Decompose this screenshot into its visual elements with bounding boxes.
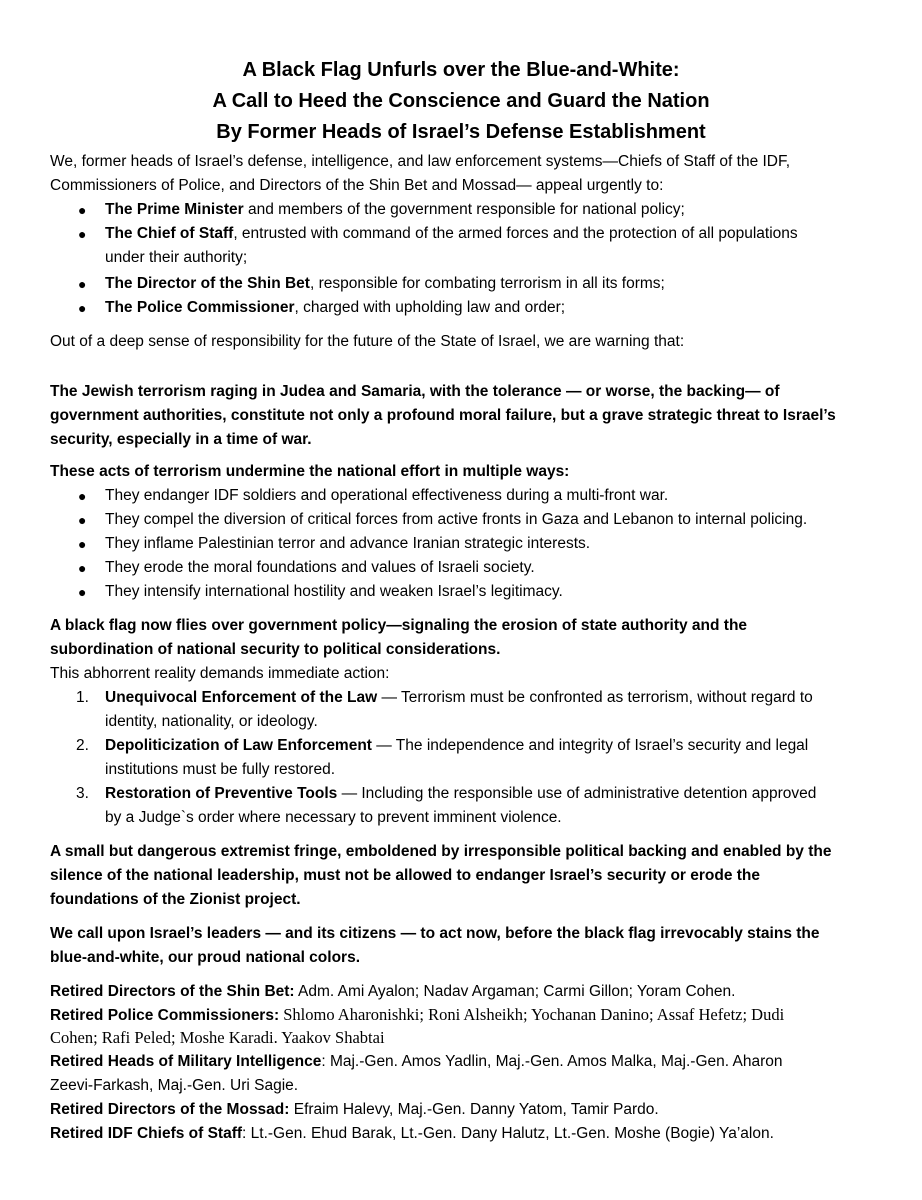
demand-text: — The independence and integrity of Israel’s security and legal bbox=[371, 737, 809, 754]
bullet-icon: ● bbox=[78, 202, 87, 218]
addressee-title: The Director of the Shin Bet bbox=[105, 275, 310, 292]
demands-intro: This abhorrent reality demands immediate action: bbox=[50, 665, 390, 682]
black-flag-line-2: subordination of national security to political considerations. bbox=[50, 641, 501, 658]
fringe-line-1: A small but dangerous extremist fringe, emboldened by irresponsible political backing and enabled by the bbox=[50, 843, 832, 860]
demand-title: Restoration of Preventive Tools bbox=[105, 785, 338, 802]
demand-title: Unequivocal Enforcement of the Law bbox=[105, 689, 378, 706]
signatory-names-continued: Cohen; Rafi Peled; Moshe Karadi. Yaakov Shabtai bbox=[50, 1028, 385, 1047]
addressee-text: , responsible for combating terrorism in all its forms; bbox=[309, 275, 665, 292]
signatory-names: : Maj.-Gen. Amos Yadlin, Maj.-Gen. Amos Malka, Maj.-Gen. Aharon bbox=[321, 1053, 783, 1070]
demand-number: 3. bbox=[76, 785, 89, 802]
signatory-names-continued: Zeevi-Farkash, Maj.-Gen. Uri Sagie. bbox=[50, 1077, 299, 1094]
addressee-item bbox=[105, 272, 875, 296]
addressee-item bbox=[105, 198, 875, 222]
signatory-names: Adm. Ami Ayalon; Nadav Argaman; Carmi Gillon; Yoram Cohen. bbox=[294, 983, 736, 1000]
signatory-names: : Lt.-Gen. Ehud Barak, Lt.-Gen. Dany Halutz, Lt.-Gen. Moshe (Bogie) Ya’alon. bbox=[242, 1125, 774, 1142]
undermine-item: They compel the diversion of critical forces from active fronts in Gaza and Lebanon to internal policing. bbox=[105, 511, 808, 528]
warning-intro: Out of a deep sense of responsibility for the future of the State of Israel, we are warning that: bbox=[50, 333, 685, 350]
signatory-group-label: Retired Directors of the Shin Bet: bbox=[50, 983, 295, 1000]
demand-title: Depoliticization of Law Enforcement bbox=[105, 737, 372, 754]
bullet-icon: ● bbox=[78, 300, 87, 316]
undermine-item: They endanger IDF soldiers and operational effectiveness during a multi-front war. bbox=[105, 487, 669, 504]
bullet-icon: ● bbox=[78, 584, 87, 600]
undermine-heading: These acts of terrorism undermine the national effort in multiple ways: bbox=[50, 463, 570, 480]
signatory-group-label: Retired IDF Chiefs of Staff bbox=[50, 1125, 243, 1142]
warning-line-2: government authorities, constitute not only a profound moral failure, but a grave strategic threat to Israel’s bbox=[50, 407, 836, 424]
addressee-text: , charged with upholding law and order; bbox=[294, 299, 566, 316]
demand-item bbox=[105, 734, 875, 758]
demand-number: 2. bbox=[76, 737, 89, 754]
addressee-text: , entrusted with command of the armed forces and the protection of all populations bbox=[233, 225, 798, 242]
signatory-names: Shlomo Aharonishki; Roni Alsheikh; Yochanan Danino; Assaf Hefetz; Dudi bbox=[279, 1005, 785, 1024]
fringe-line-2: silence of the national leadership, must not be allowed to endanger Israel’s security or erode the bbox=[50, 867, 761, 884]
warning-line-3: security, especially in a time of war. bbox=[50, 431, 312, 448]
bullet-icon: ● bbox=[78, 488, 87, 504]
title-line-2: A Call to Heed the Conscience and Guard the Nation bbox=[212, 90, 710, 112]
signatory-group-label: Retired Directors of the Mossad: bbox=[50, 1101, 290, 1118]
signatories-shin-bet bbox=[50, 980, 880, 1004]
undermine-item: They erode the moral foundations and values of Israeli society. bbox=[105, 559, 535, 576]
undermine-item: They intensify international hostility and weaken Israel’s legitimacy. bbox=[105, 583, 563, 600]
signatories-police bbox=[50, 1003, 880, 1028]
warning-line-1: The Jewish terrorism raging in Judea and Samaria, with the tolerance — or worse, the backing— of bbox=[50, 383, 780, 400]
addressee-text-continued: under their authority; bbox=[105, 249, 248, 266]
demand-text-continued: institutions must be fully restored. bbox=[105, 761, 336, 778]
signatory-group-label: Retired Police Commissioners: bbox=[50, 1007, 280, 1024]
addressee-title: The Police Commissioner bbox=[105, 299, 295, 316]
addressee-item bbox=[105, 296, 875, 320]
undermine-item: They inflame Palestinian terror and advance Iranian strategic interests. bbox=[105, 535, 591, 552]
bullet-icon: ● bbox=[78, 276, 87, 292]
call-line-2: blue-and-white, our proud national colors. bbox=[50, 949, 360, 966]
addressee-title: The Prime Minister bbox=[105, 201, 244, 218]
addressee-text: and members of the government responsible for national policy; bbox=[243, 201, 685, 218]
demand-text: — Terrorism must be confronted as terrorism, without regard to bbox=[377, 689, 813, 706]
bullet-icon: ● bbox=[78, 536, 87, 552]
bullet-icon: ● bbox=[78, 226, 87, 242]
demand-number: 1. bbox=[76, 689, 89, 706]
demand-item bbox=[105, 782, 875, 806]
signatories-intel bbox=[50, 1050, 880, 1074]
intro-line-2: Commissioners of Police, and Directors of the Shin Bet and Mossad— appeal urgently to: bbox=[50, 177, 664, 194]
signatories-mossad bbox=[50, 1098, 880, 1122]
bullet-icon: ● bbox=[78, 512, 87, 528]
black-flag-line-1: A black flag now flies over government policy—signaling the erosion of state authority and the bbox=[50, 617, 748, 634]
demand-text: — Including the responsible use of administrative detention approved bbox=[337, 785, 817, 802]
demand-text-continued: identity, nationality, or ideology. bbox=[105, 713, 318, 730]
fringe-line-3: foundations of the Zionist project. bbox=[50, 891, 301, 908]
addressee-item bbox=[105, 222, 875, 246]
demand-item bbox=[105, 686, 875, 710]
title-line-1: A Black Flag Unfurls over the Blue-and-White: bbox=[242, 59, 680, 81]
call-line-1: We call upon Israel’s leaders — and its citizens — to act now, before the black flag irrevocably stains the bbox=[50, 925, 820, 942]
bullet-icon: ● bbox=[78, 560, 87, 576]
signatory-group-label: Retired Heads of Military Intelligence bbox=[50, 1053, 322, 1070]
signatories-idf bbox=[50, 1122, 880, 1146]
demand-text-continued: by a Judge`s order where necessary to prevent imminent violence. bbox=[105, 809, 562, 826]
title-line-3: By Former Heads of Israel’s Defense Establishment bbox=[216, 121, 706, 143]
intro-line-1: We, former heads of Israel’s defense, intelligence, and law enforcement systems—Chiefs of Staff of the IDF, bbox=[50, 153, 791, 170]
signatory-names: Efraim Halevy, Maj.-Gen. Danny Yatom, Tamir Pardo. bbox=[289, 1101, 659, 1118]
addressee-title: The Chief of Staff bbox=[105, 225, 234, 242]
